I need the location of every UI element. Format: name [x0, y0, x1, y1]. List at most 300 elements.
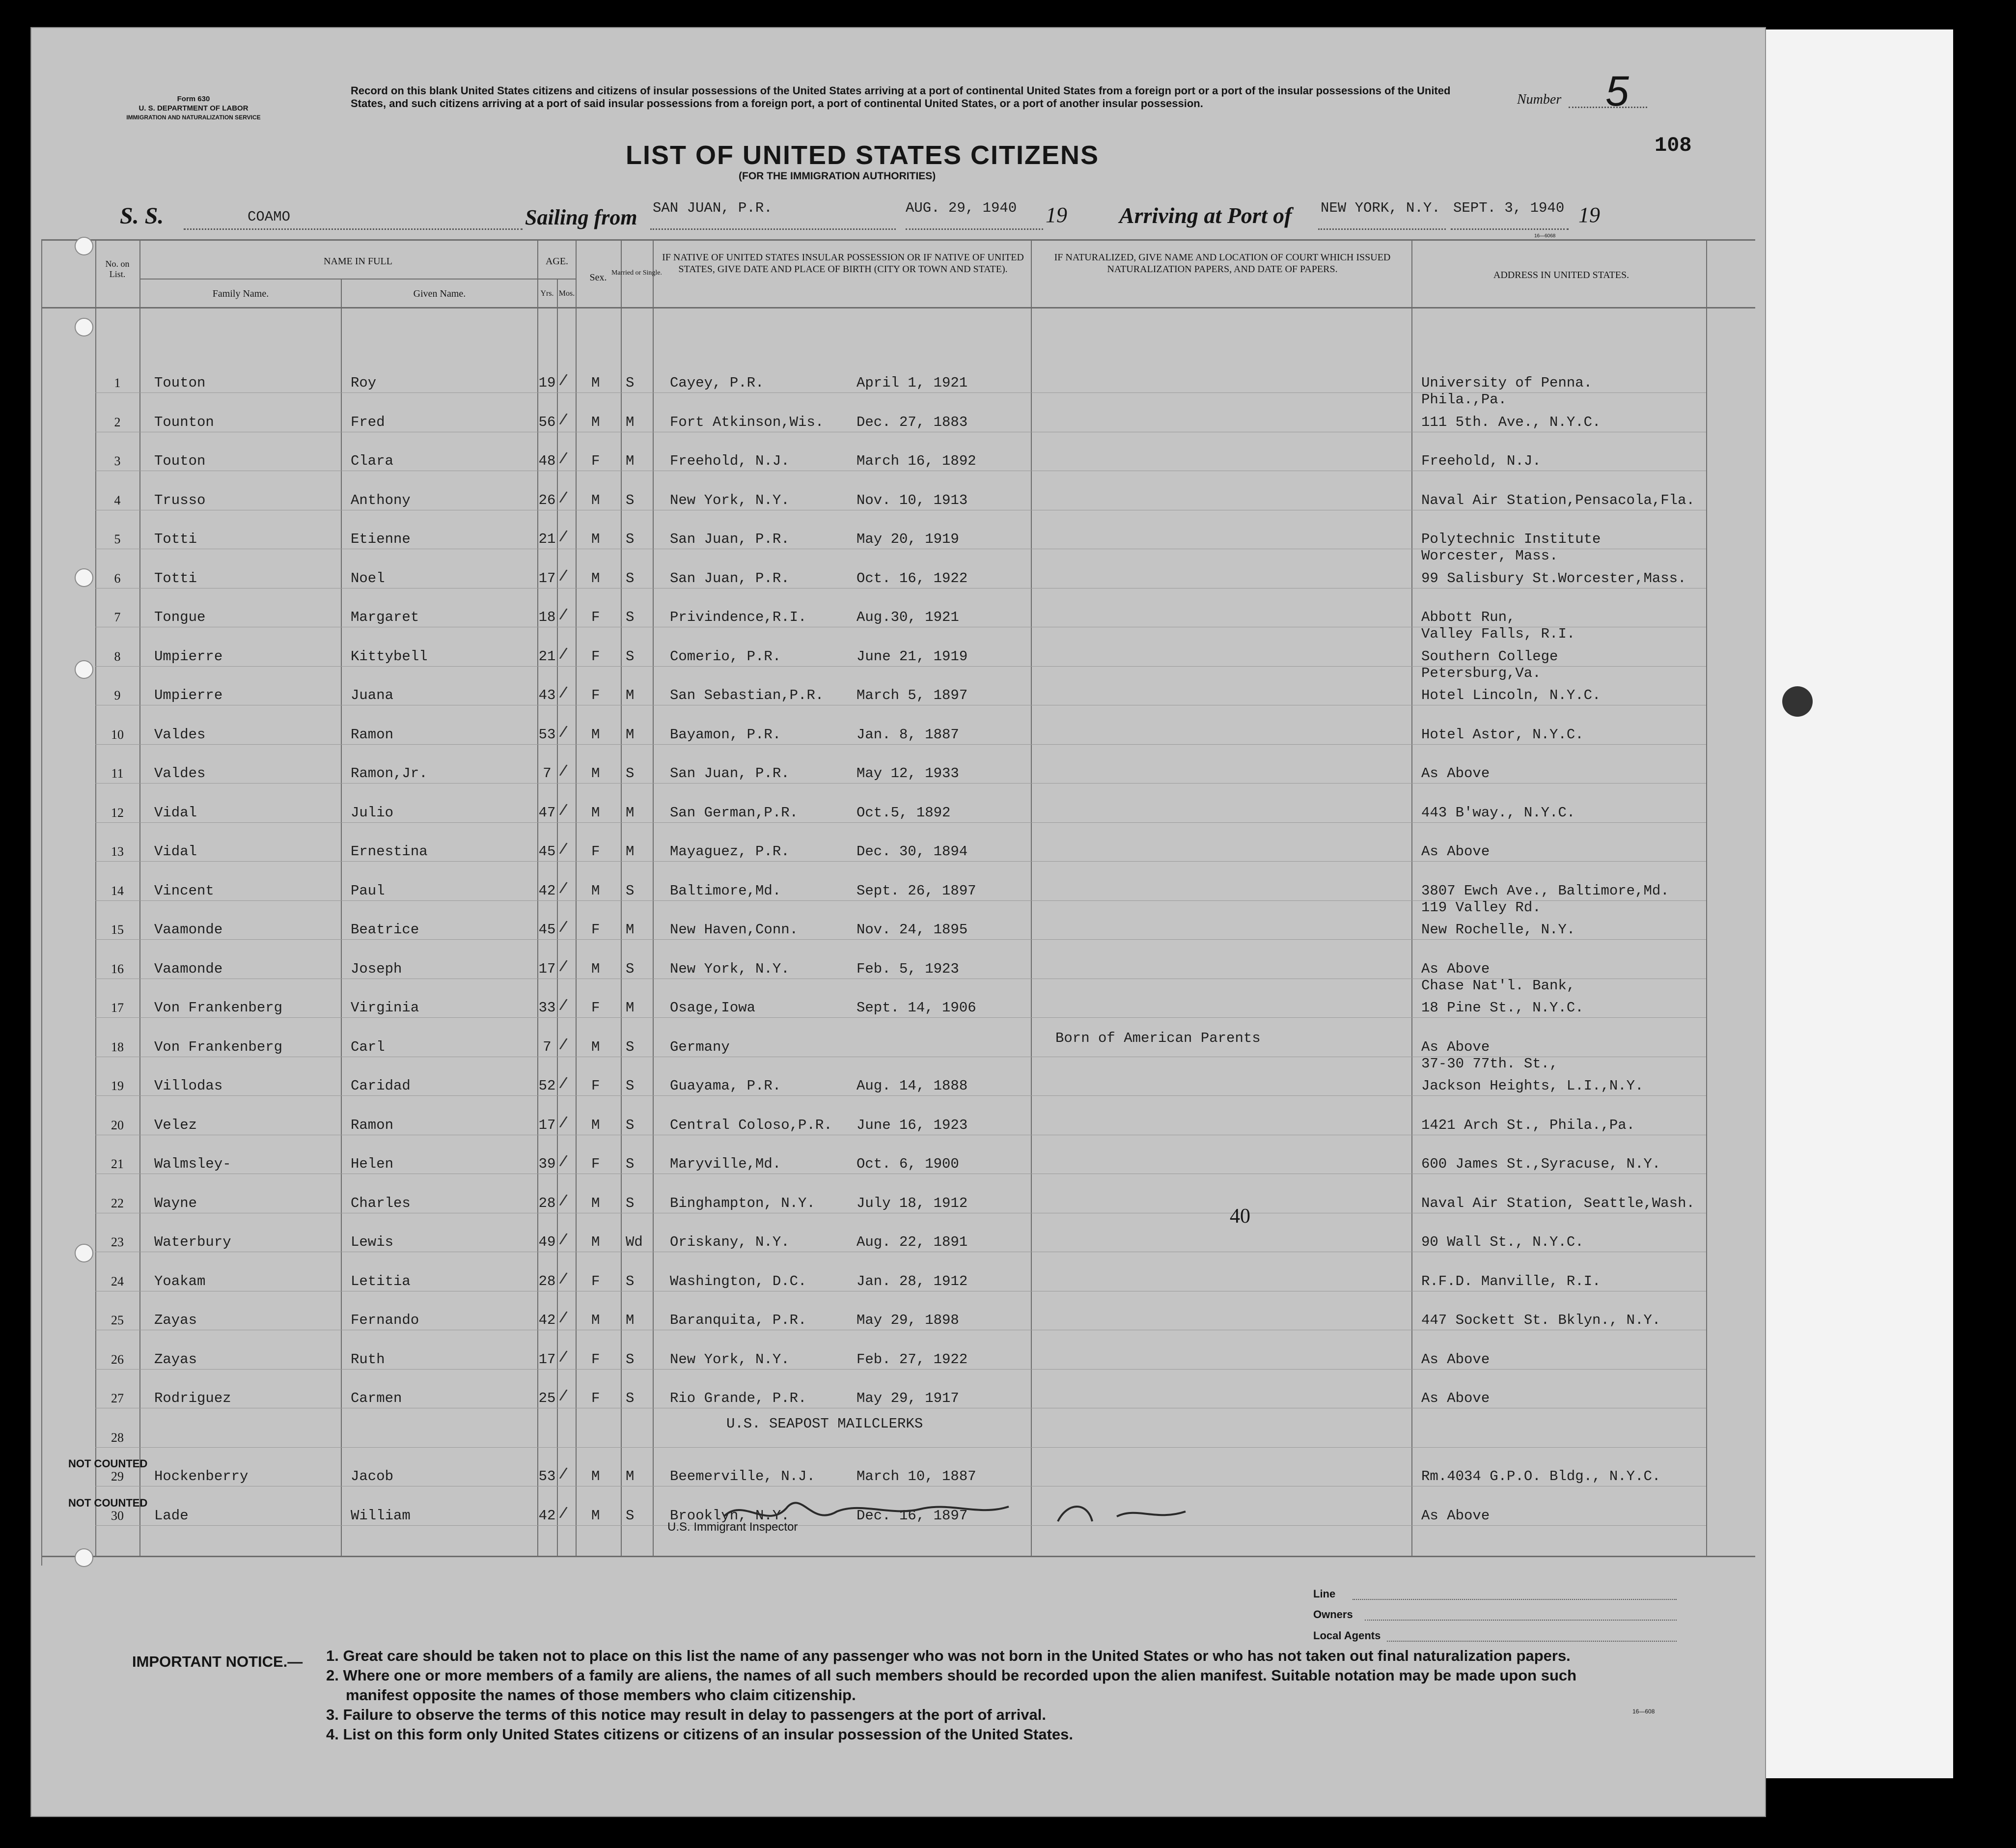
age-years-cell: 52	[538, 1078, 556, 1094]
header-no-on-list: No. on List.	[105, 259, 130, 279]
birth-place-cell: San Sebastian,P.R.	[670, 687, 824, 703]
family-name-cell: Totti	[154, 531, 197, 547]
check-mark: /	[558, 995, 569, 1015]
address-cell: Rm.4034 G.P.O. Bldg., N.Y.C.	[1421, 1468, 1661, 1484]
birth-place-cell: Privindence,R.I.	[670, 609, 807, 625]
row-number: 29	[111, 1469, 124, 1484]
line-label: Line	[1313, 1588, 1336, 1600]
family-name-cell: Vaamonde	[154, 960, 223, 977]
address-cell-line-2: Petersburg,Va.	[1421, 665, 1541, 681]
owners-underline	[1365, 1620, 1677, 1621]
check-mark: /	[558, 722, 569, 742]
row-number: 10	[111, 727, 124, 742]
header-sex: Sex.	[589, 272, 607, 283]
sex-cell: F	[591, 453, 600, 469]
row-number: 15	[111, 923, 124, 937]
binder-hole	[75, 318, 93, 336]
age-years-cell: 19	[538, 375, 556, 391]
address-cell: As Above	[1421, 843, 1490, 860]
row-number: 24	[111, 1274, 124, 1288]
given-name-cell: Lewis	[351, 1234, 394, 1250]
check-mark: /	[558, 565, 569, 586]
birth-place-cell: Beemerville, N.J.	[670, 1468, 815, 1484]
sex-cell: F	[591, 922, 600, 938]
birth-date-cell: April 1, 1921	[856, 375, 968, 391]
row-rule	[95, 783, 1706, 784]
address-cell: Freehold, N.J.	[1421, 453, 1541, 469]
given-name-cell: Letitia	[351, 1273, 411, 1289]
given-name-cell: Joseph	[351, 960, 402, 977]
row-number: 23	[111, 1235, 124, 1249]
address-cell: 18 Pine St., N.Y.C.	[1421, 1000, 1584, 1016]
family-name-cell: Vaamonde	[154, 922, 223, 938]
address-cell-line-2: 37-30 77th. St.,	[1421, 1055, 1558, 1072]
given-name-cell: Juana	[351, 687, 394, 703]
sex-cell: F	[591, 1156, 600, 1172]
age-years-cell: 17	[538, 570, 556, 587]
address-cell: 600 James St.,Syracuse, N.Y.	[1421, 1156, 1661, 1172]
marital-status-cell: S	[626, 1273, 635, 1289]
marital-status-cell: Wd	[626, 1234, 643, 1250]
agents-label: Local Agents	[1313, 1629, 1381, 1642]
header-place-of-birth: IF NATIVE OF UNITED STATES INSULAR POSSESSION OR IF NATIVE OF UNITED STATES, GIVE DATE AND PLACE OF BIRTH (CITY OR TOWN AND STATE).	[662, 252, 1024, 275]
family-name-cell: Wayne	[154, 1195, 197, 1211]
sex-cell: M	[591, 1312, 600, 1328]
address-cell-line-2: Phila.,Pa.	[1421, 392, 1507, 408]
form-code: 16—608	[1632, 1708, 1655, 1715]
check-mark: /	[558, 956, 569, 976]
sex-cell: M	[591, 765, 600, 782]
family-name-cell: Touton	[154, 453, 206, 469]
row-number: 30	[111, 1508, 124, 1523]
birth-place-cell: Germany	[670, 1038, 730, 1055]
birth-date-cell: July 18, 1912	[856, 1195, 968, 1211]
check-mark: /	[558, 839, 569, 859]
birth-place-cell: Guayama, P.R.	[670, 1078, 781, 1094]
age-years-cell: 26	[538, 492, 556, 508]
check-mark: /	[558, 1308, 569, 1327]
header-yrs: Yrs.	[540, 289, 554, 298]
birth-date-cell: Nov. 10, 1913	[856, 492, 968, 508]
row-number: 28	[111, 1430, 124, 1445]
address-cell: Hotel Lincoln, N.Y.C.	[1421, 687, 1601, 703]
check-mark: /	[558, 1503, 569, 1523]
sex-cell: F	[591, 687, 600, 703]
birth-place-cell: Freehold, N.J.	[670, 453, 790, 469]
sex-cell: M	[591, 960, 600, 977]
row-rule	[95, 1095, 1706, 1096]
birth-place-cell: Cayey, P.R.	[670, 375, 764, 391]
age-years-cell: 49	[538, 1234, 556, 1250]
given-name-cell: Helen	[351, 1156, 394, 1172]
birth-date-cell: Oct. 6, 1900	[856, 1156, 959, 1172]
given-name-cell: Etienne	[351, 531, 411, 547]
marital-status-cell: S	[626, 570, 635, 587]
sailing-port: SAN JUAN, P.R.	[653, 200, 773, 216]
check-mark: /	[558, 1073, 569, 1093]
birth-date-cell: May 12, 1933	[856, 765, 959, 782]
birth-date-cell: Dec. 30, 1894	[856, 843, 968, 860]
address-cell: 90 Wall St., N.Y.C.	[1421, 1234, 1584, 1250]
naturalization-cell: Born of American Parents	[1055, 1030, 1261, 1046]
birth-place-cell: New York, N.Y.	[670, 492, 790, 508]
check-mark: /	[558, 527, 569, 546]
marital-status-cell: S	[626, 609, 635, 625]
address-cell-line-2: Worcester, Mass.	[1421, 548, 1558, 564]
agents-underline	[1387, 1641, 1677, 1642]
marital-status-cell: S	[626, 1195, 635, 1211]
age-years-cell: 45	[538, 843, 556, 860]
birth-place-cell: Brooklyn, N.Y.	[670, 1507, 790, 1524]
check-mark: /	[558, 917, 569, 937]
birth-date-cell: Dec. 27, 1883	[856, 414, 968, 430]
marital-status-cell: M	[626, 1000, 635, 1016]
birth-date-cell: May 20, 1919	[856, 531, 959, 547]
row-rule	[95, 744, 1706, 745]
address-cell: Hotel Astor, N.Y.C.	[1421, 726, 1584, 743]
given-name-cell: Clara	[351, 453, 394, 469]
given-name-cell: Ramon,Jr.	[351, 765, 428, 782]
notice-item-3: 3. Failure to observe the terms of this notice may result in delay to passengers at the port of arrival.	[326, 1706, 1047, 1723]
given-name-cell: William	[351, 1507, 411, 1524]
year-suffix-arrival: 19	[1578, 203, 1600, 227]
arrival-date-underline	[1451, 228, 1569, 230]
family-name-cell: Vidal	[154, 843, 197, 860]
birth-date-cell: June 21, 1919	[856, 648, 968, 665]
age-years-cell: 53	[538, 1468, 556, 1484]
family-name-cell: Von Frankenberg	[154, 1000, 283, 1016]
page-stamp: 108	[1655, 134, 1692, 157]
birth-date-cell: Nov. 24, 1895	[856, 922, 968, 938]
sex-cell: M	[591, 726, 600, 743]
check-mark: /	[558, 1151, 569, 1171]
birth-place-cell: Baranquita, P.R.	[670, 1312, 807, 1328]
row-number: 21	[111, 1157, 124, 1171]
row-number: 3	[114, 454, 121, 468]
marital-status-cell: M	[626, 804, 635, 821]
notice-item-2-continued: manifest opposite the names of those members who claim citizenship.	[346, 1686, 856, 1704]
check-mark: /	[558, 605, 569, 624]
age-years-cell: 53	[538, 726, 556, 743]
sailing-date: AUG. 29, 1940	[906, 200, 1017, 216]
sex-cell: M	[591, 375, 600, 391]
given-name-cell: Ruth	[351, 1351, 385, 1368]
binder-hole	[75, 1244, 93, 1262]
birth-date-cell: Oct.5, 1892	[856, 804, 951, 821]
check-mark: /	[558, 683, 569, 702]
age-years-cell: 7	[543, 765, 552, 782]
given-name-cell: Ernestina	[351, 843, 428, 860]
header-married-single: Married or Single.	[611, 269, 663, 277]
address-cell: As Above	[1421, 1390, 1490, 1406]
sex-cell: F	[591, 1390, 600, 1406]
age-years-cell: 42	[538, 1507, 556, 1524]
marital-status-cell: S	[626, 960, 635, 977]
birth-place-cell: New York, N.Y.	[670, 1351, 790, 1368]
notice-item-1: 1. Great care should be taken not to place on this list the name of any passenger who was not born in the United States or who has not taken out final naturalization papers.	[326, 1647, 1571, 1664]
family-name-cell: Hockenberry	[154, 1468, 249, 1484]
age-years-cell: 18	[538, 609, 556, 625]
given-name-cell: Paul	[351, 882, 385, 899]
sex-cell: M	[591, 1234, 600, 1250]
address-cell-line-2: Chase Nat'l. Bank,	[1421, 977, 1575, 994]
number-value: 5	[1605, 68, 1629, 115]
marital-status-cell: S	[626, 648, 635, 665]
row-number: 17	[111, 1001, 124, 1015]
sex-cell: F	[591, 1000, 600, 1016]
marital-status-cell: S	[626, 531, 635, 547]
marital-status-cell: S	[626, 1351, 635, 1368]
check-mark: /	[558, 1034, 569, 1054]
given-name-cell: Anthony	[351, 492, 411, 508]
address-cell: R.F.D. Manville, R.I.	[1421, 1273, 1601, 1289]
birth-place-cell: Binghampton, N.Y.	[670, 1195, 815, 1211]
marital-status-cell: M	[626, 687, 635, 703]
marital-status-cell: M	[626, 726, 635, 743]
marital-status-cell: S	[626, 1117, 635, 1133]
not-counted-stamp: NOT COUNTED	[68, 1496, 148, 1509]
address-cell: 99 Salisbury St.Worcester,Mass.	[1421, 570, 1686, 587]
address-cell: Jackson Heights, L.I.,N.Y.	[1421, 1078, 1644, 1094]
birth-place-cell: Comerio, P.R.	[670, 648, 781, 665]
form-id-block	[105, 94, 282, 122]
given-name-cell: Beatrice	[351, 922, 419, 938]
birth-date-cell: Sept. 26, 1897	[856, 882, 976, 899]
header-family-name: Family Name.	[212, 288, 269, 299]
marital-status-cell: M	[626, 414, 635, 430]
marital-status-cell: S	[626, 1078, 635, 1094]
notice-title: IMPORTANT NOTICE.—	[132, 1653, 303, 1670]
service-name: IMMIGRATION AND NATURALIZATION SERVICE	[126, 114, 261, 121]
given-name-cell: Ramon	[351, 1117, 394, 1133]
sex-cell: F	[591, 609, 600, 625]
age-years-cell: 42	[538, 1312, 556, 1328]
form-subtitle: (FOR THE IMMIGRATION AUTHORITIES)	[739, 170, 936, 182]
birth-place-cell: Maryville,Md.	[670, 1156, 781, 1172]
birth-place-cell: Osage,Iowa	[670, 1000, 756, 1016]
check-mark: /	[558, 761, 569, 781]
given-name-cell: Jacob	[351, 1468, 394, 1484]
family-name-cell: Touton	[154, 375, 206, 391]
address-cell: 3807 Ewch Ave., Baltimore,Md.	[1421, 882, 1669, 899]
underlying-page-edge	[1764, 29, 1953, 1778]
marital-status-cell: M	[626, 922, 635, 938]
binder-hole	[75, 237, 93, 255]
birth-date-cell: June 16, 1923	[856, 1117, 968, 1133]
sailing-label: Sailing from	[525, 205, 637, 229]
marital-status-cell: S	[626, 492, 635, 508]
not-counted-stamp: NOT COUNTED	[68, 1457, 148, 1470]
address-cell: University of Penna.	[1421, 375, 1593, 391]
owners-label: Owners	[1313, 1608, 1353, 1621]
address-cell: As Above	[1421, 960, 1490, 977]
birth-place-cell: Fort Atkinson,Wis.	[670, 414, 824, 430]
header-naturalized: IF NATURALIZED, GIVE NAME AND LOCATION OF COURT WHICH ISSUED NATURALIZATION PAPERS, AND DATE OF PAPERS.	[1054, 252, 1391, 275]
ink-blot	[1782, 686, 1813, 717]
sex-cell: M	[591, 882, 600, 899]
age-years-cell: 25	[538, 1390, 556, 1406]
arrival-port-underline	[1318, 228, 1446, 230]
birth-place-cell: New Haven,Conn.	[670, 922, 799, 938]
row-number: 18	[111, 1039, 124, 1054]
address-cell: As Above	[1421, 1507, 1490, 1524]
sex-cell: M	[591, 414, 600, 430]
birth-date-cell: Feb. 27, 1922	[856, 1351, 968, 1368]
check-mark: /	[558, 1386, 569, 1405]
birth-place-cell: U.S. SEAPOST MAILCLERKS	[726, 1415, 923, 1432]
row-rule	[95, 939, 1706, 940]
marital-status-cell: S	[626, 1038, 635, 1055]
marital-status-cell: S	[626, 375, 635, 391]
ss-label: S. S.	[120, 203, 164, 229]
given-name-cell: Margaret	[351, 609, 419, 625]
marital-status-cell: M	[626, 453, 635, 469]
birth-date-cell: March 10, 1887	[856, 1468, 976, 1484]
address-cell: Polytechnic Institute	[1421, 531, 1601, 547]
family-name-cell: Lade	[154, 1507, 189, 1524]
given-name-cell: Julio	[351, 804, 394, 821]
marital-status-cell: M	[626, 843, 635, 860]
family-name-cell: Walmsley-	[154, 1156, 231, 1172]
age-years-cell: 42	[538, 882, 556, 899]
birth-date-cell: Dec. 16, 1897	[856, 1507, 968, 1524]
header-mos: Mos.	[558, 289, 575, 298]
binder-hole	[75, 660, 93, 679]
marital-status-cell: S	[626, 882, 635, 899]
address-cell: New Rochelle, N.Y.	[1421, 922, 1575, 938]
marital-status-cell: S	[626, 1507, 635, 1524]
row-rule	[95, 861, 1706, 862]
check-mark: /	[558, 370, 569, 390]
binder-hole	[75, 568, 93, 587]
form-number: Form 630	[177, 95, 210, 103]
birth-date-cell: May 29, 1917	[856, 1390, 959, 1406]
year-suffix-sailing: 19	[1046, 203, 1067, 227]
row-number: 7	[114, 610, 121, 624]
ship-underline	[184, 228, 523, 230]
check-mark: /	[558, 1268, 569, 1288]
address-cell: As Above	[1421, 1351, 1490, 1368]
sex-cell: F	[591, 1351, 600, 1368]
binder-hole	[75, 1548, 93, 1567]
sex-cell: M	[591, 1038, 600, 1055]
marital-status-cell: M	[626, 1312, 635, 1328]
sex-cell: F	[591, 648, 600, 665]
header-given-name: Given Name.	[413, 288, 466, 299]
number-label: Number	[1517, 92, 1562, 107]
row-number: 6	[114, 571, 121, 586]
check-mark: /	[558, 1346, 569, 1367]
given-name-cell: Ramon	[351, 726, 394, 743]
ship-name: COAMO	[248, 209, 291, 225]
sex-cell: F	[591, 843, 600, 860]
address-cell: Southern College	[1421, 648, 1558, 665]
age-years-cell: 45	[538, 922, 556, 938]
address-cell: 111 5th. Ave., N.Y.C.	[1421, 414, 1601, 430]
address-cell: As Above	[1421, 765, 1490, 782]
sex-cell: M	[591, 1195, 600, 1211]
sex-cell: M	[591, 1117, 600, 1133]
row-number: 2	[114, 415, 121, 429]
row-rule	[95, 1447, 1706, 1448]
printer-note: 16—6068	[1534, 233, 1556, 239]
birth-place-cell: Rio Grande, P.R.	[670, 1390, 807, 1406]
check-mark: /	[558, 1190, 569, 1210]
birth-place-cell: San Juan, P.R.	[670, 531, 790, 547]
sex-cell: M	[591, 804, 600, 821]
header-name-in-full: NAME IN FULL	[324, 256, 392, 267]
check-mark: /	[558, 409, 569, 429]
row-number: 26	[111, 1352, 124, 1367]
sex-cell: M	[591, 492, 600, 508]
marital-status-cell: S	[626, 1390, 635, 1406]
age-years-cell: 28	[538, 1273, 556, 1289]
notice-item-4: 4. List on this form only United States citizens or citizens of an insular possession of the United States.	[326, 1726, 1073, 1743]
given-name-cell: Carl	[351, 1038, 385, 1055]
age-years-cell: 47	[538, 804, 556, 821]
birth-place-cell: New York, N.Y.	[670, 960, 790, 977]
birth-place-cell: Mayaguez, P.R.	[670, 843, 790, 860]
age-years-cell: 56	[538, 414, 556, 430]
given-name-cell: Carmen	[351, 1390, 402, 1406]
row-number: 20	[111, 1118, 124, 1132]
birth-place-cell: Washington, D.C.	[670, 1273, 807, 1289]
address-cell-line-2: 119 Valley Rd.	[1421, 899, 1541, 916]
given-name-cell: Roy	[351, 375, 377, 391]
row-number: 27	[111, 1391, 124, 1405]
notice-item-2: 2. Where one or more members of a family are aliens, the names of all such members should be recorded upon the alien manifest. Suitable notation may be made upon such	[326, 1667, 1577, 1684]
row-number: 4	[114, 493, 121, 507]
check-mark: /	[558, 644, 569, 664]
birth-date-cell: Aug. 14, 1888	[856, 1078, 968, 1094]
arriving-label: Arriving at Port of	[1119, 203, 1292, 228]
sex-cell: F	[591, 1273, 600, 1289]
row-number: 11	[111, 766, 124, 781]
address-cell: Naval Air Station, Seattle,Wash.	[1421, 1195, 1695, 1211]
check-mark: /	[558, 1112, 569, 1132]
row-rule	[95, 822, 1706, 823]
check-mark: /	[558, 878, 569, 898]
address-cell: 443 B'way., N.Y.C.	[1421, 804, 1575, 821]
birth-place-cell: San Juan, P.R.	[670, 570, 790, 587]
family-name-cell: Vincent	[154, 882, 214, 899]
family-name-cell: Trusso	[154, 492, 206, 508]
family-name-cell: Vidal	[154, 804, 197, 821]
birth-place-cell: Oriskany, N.Y.	[670, 1234, 790, 1250]
given-name-cell: Fred	[351, 414, 385, 430]
row-rule	[95, 1369, 1706, 1370]
arrival-date: SEPT. 3, 1940	[1453, 200, 1565, 216]
family-name-cell: Velez	[154, 1117, 197, 1133]
family-name-cell: Umpierre	[154, 687, 223, 703]
manifest-page	[30, 27, 1766, 1817]
birth-date-cell: March 16, 1892	[856, 453, 976, 469]
family-name-cell: Rodriguez	[154, 1390, 231, 1406]
birth-date-cell: Oct. 16, 1922	[856, 570, 968, 587]
family-name-cell: Zayas	[154, 1351, 197, 1368]
given-name-cell: Caridad	[351, 1078, 411, 1094]
age-years-cell: 43	[538, 687, 556, 703]
row-number: 19	[111, 1079, 124, 1093]
birth-date-cell: Aug. 22, 1891	[856, 1234, 968, 1250]
birth-date-cell: Sept. 14, 1906	[856, 1000, 976, 1016]
sex-cell: M	[591, 570, 600, 587]
family-name-cell: Villodas	[154, 1078, 223, 1094]
age-years-cell: 33	[538, 1000, 556, 1016]
header-age: AGE.	[545, 256, 569, 267]
address-cell: As Above	[1421, 1038, 1490, 1055]
row-number: 12	[111, 805, 124, 820]
